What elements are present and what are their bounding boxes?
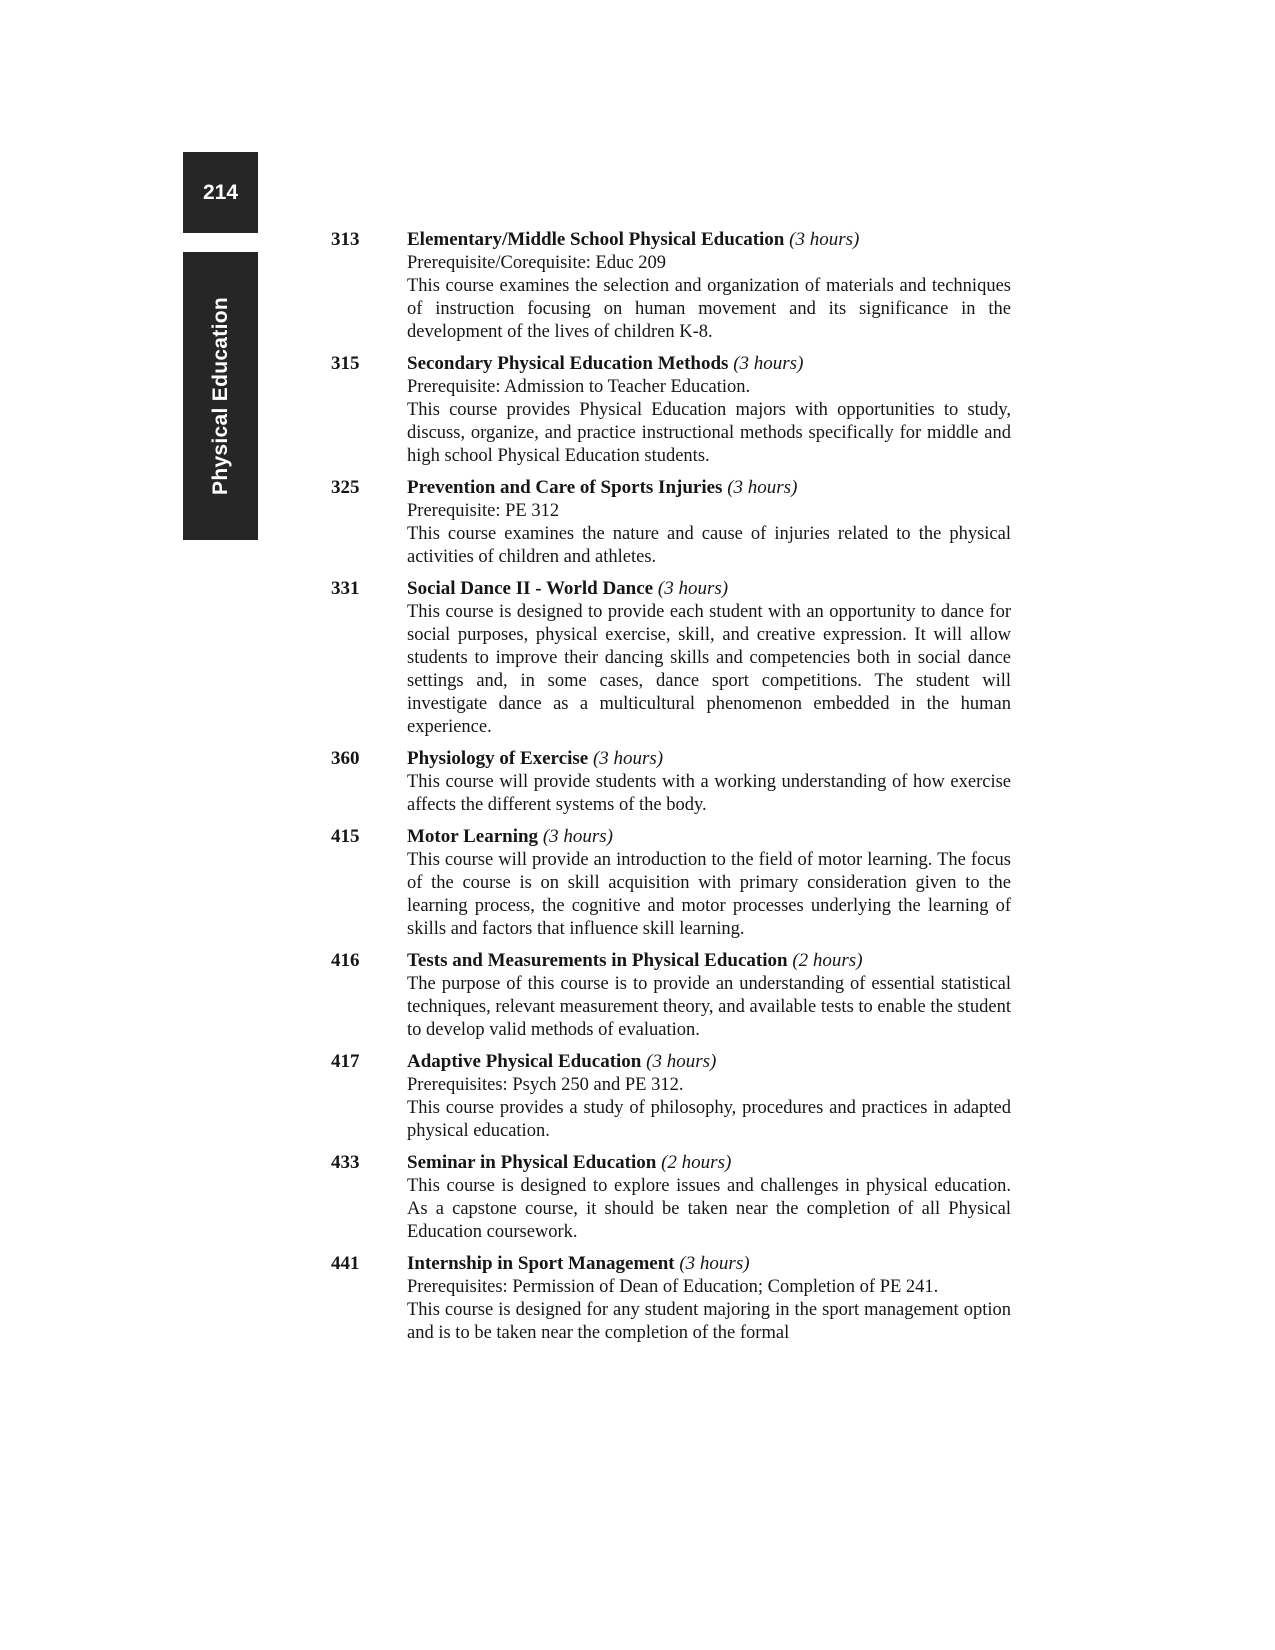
course-description: The purpose of this course is to provide an understanding of essential statistical techniques, relevant measurement theory, and available tests to enable the student to develop valid methods of evaluation.: [407, 974, 1011, 1040]
course-entry: [331, 352, 1011, 468]
course-entry: [331, 228, 1011, 344]
course-description: This course examines the selection and organization of materials and techniques of instruction focusing on human movement and its significance in the development of the lives of children K-8.: [407, 276, 1011, 342]
course-number: 325: [331, 477, 360, 498]
course-heading: [407, 747, 1011, 771]
course-entry: [331, 1252, 1011, 1345]
course-prerequisite: Prerequisite/Corequisite: Educ 209: [407, 253, 666, 273]
course-description: This course will provide an introduction to the field of motor learning. The focus of the course is on skill acquisition with primary consideration given to the learning process, the cognitive and motor processes underlying the learning of skills and factors that influence skill learning.: [407, 850, 1011, 939]
course-description: This course provides a study of philosophy, procedures and practices in adapted physical education.: [407, 1098, 1011, 1141]
course-number: 433: [331, 1152, 360, 1173]
course-title: Tests and Measurements in Physical Education: [407, 950, 788, 971]
course-title: Internship in Sport Management: [407, 1253, 675, 1274]
page-number-tab: [183, 152, 258, 233]
course-body: [407, 1151, 1011, 1244]
course-body: [407, 352, 1011, 468]
course-hours: (3 hours): [789, 229, 860, 250]
course-hours: (3 hours): [646, 1051, 717, 1072]
course-heading: [407, 1151, 1011, 1175]
course-title: Prevention and Care of Sports Injuries: [407, 477, 723, 498]
course-title: Motor Learning: [407, 826, 539, 847]
course-hours: (3 hours): [657, 578, 729, 599]
course-description: This course will provide students with a working understanding of how exercise affects the different systems of the body.: [407, 772, 1011, 815]
course-heading: [407, 1050, 1011, 1074]
course-hours: (2 hours): [661, 1152, 732, 1173]
course-list: [331, 228, 1011, 1353]
course-body: [407, 949, 1011, 1042]
course-heading: [407, 352, 1011, 376]
course-hours: (2 hours): [792, 950, 863, 971]
course-description: This course provides Physical Education majors with opportunities to study, discuss, organize, and practice instructional methods specifically for middle and high school Physical Education students.: [407, 400, 1011, 466]
course-title: Seminar in Physical Education: [407, 1152, 657, 1173]
course-number: 315: [331, 353, 360, 374]
course-title: Physiology of Exercise: [407, 748, 589, 769]
course-entry: [331, 1050, 1011, 1143]
course-description: This course is designed for any student majoring in the sport management option and is to be taken near the completion of the formal: [407, 1300, 1011, 1343]
course-body: [407, 476, 1011, 569]
course-entry: [331, 949, 1011, 1042]
course-prerequisite: Prerequisite: Admission to Teacher Education.: [407, 377, 751, 397]
course-number: 417: [331, 1051, 360, 1072]
course-body: [407, 577, 1011, 739]
course-heading: [407, 476, 1011, 500]
course-body: [407, 1050, 1011, 1143]
course-entry: [331, 476, 1011, 569]
course-heading: [407, 1252, 1011, 1276]
page-number: 214: [202, 180, 239, 204]
course-heading: [407, 577, 1011, 601]
course-hours: (3 hours): [727, 477, 798, 498]
course-entry: [331, 577, 1011, 739]
course-number: 415: [331, 826, 360, 847]
course-prerequisite: Prerequisite: PE 312: [407, 501, 560, 521]
course-number: 313: [331, 229, 360, 250]
course-body: [407, 228, 1011, 344]
course-hours: (3 hours): [592, 748, 664, 769]
course-description: This course examines the nature and cause of injuries related to the physical activities of children and athletes.: [407, 524, 1011, 567]
course-prerequisite: Prerequisites: Permission of Dean of Education; Completion of PE 241.: [407, 1277, 939, 1297]
course-heading: [407, 228, 1011, 252]
course-number: 416: [331, 950, 360, 971]
course-title: Social Dance II - World Dance: [407, 578, 654, 599]
course-heading: [407, 825, 1011, 849]
section-label: Physical Education: [208, 297, 232, 495]
course-body: [407, 1252, 1011, 1345]
course-hours: (3 hours): [679, 1253, 750, 1274]
course-heading: [407, 949, 1011, 973]
course-description: This course is designed to explore issues and challenges in physical education. As a capstone course, it should be taken near the completion of all Physical Education coursework.: [407, 1176, 1011, 1242]
course-title: Secondary Physical Education Methods: [407, 353, 729, 374]
course-hours: (3 hours): [542, 826, 614, 847]
course-entry: [331, 747, 1011, 817]
course-description: This course is designed to provide each student with an opportunity to dance for social purposes, physical exercise, skill, and creative expression. It will allow students to improve their dancing skills and competencies both in social dance settings and, in some cases, dance sport competitions. The student will investigate dance as a multicultural phenomenon embedded in the human experience.: [407, 602, 1011, 737]
course-number: 360: [331, 748, 360, 769]
course-title: Adaptive Physical Education: [407, 1051, 642, 1072]
course-entry: [331, 825, 1011, 941]
section-tab: [183, 252, 258, 540]
course-number: 331: [331, 578, 360, 599]
course-prerequisite: Prerequisites: Psych 250 and PE 312.: [407, 1075, 684, 1095]
course-body: [407, 747, 1011, 817]
course-entry: [331, 1151, 1011, 1244]
course-title: Elementary/Middle School Physical Education: [407, 229, 785, 250]
course-hours: (3 hours): [733, 353, 804, 374]
course-body: [407, 825, 1011, 941]
course-number: 441: [331, 1253, 360, 1274]
